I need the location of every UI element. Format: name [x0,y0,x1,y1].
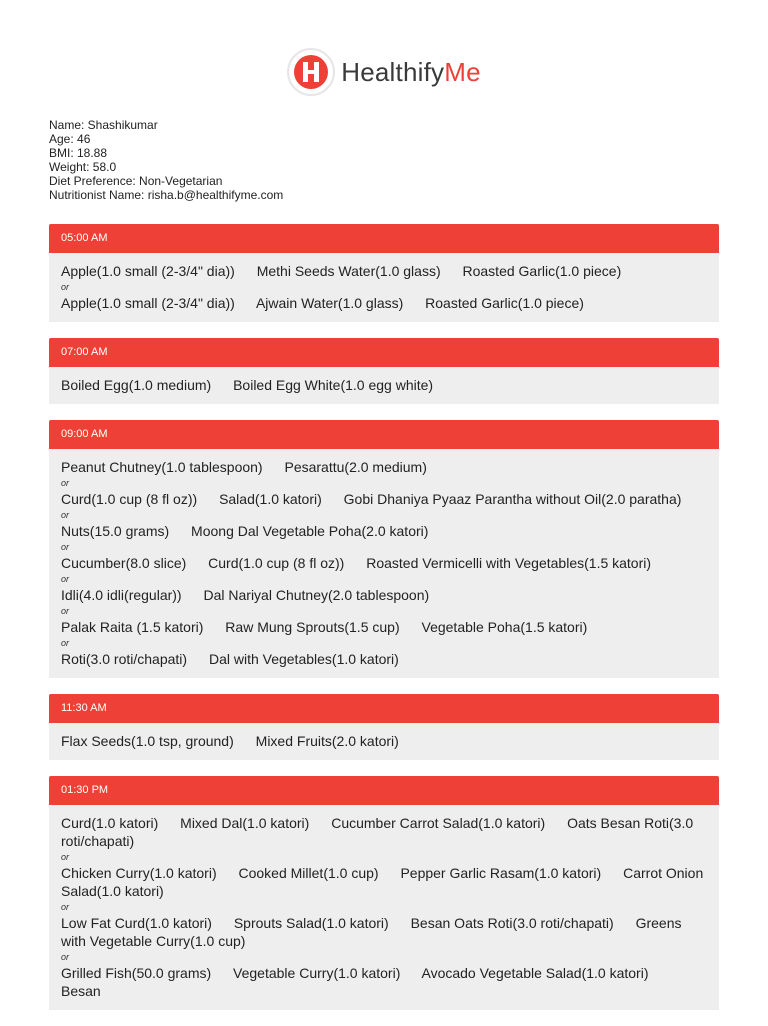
food-item: Vegetable Poha(1.5 katori) [421,619,588,635]
healthifyme-logo-icon [287,48,335,96]
food-item: Roasted Garlic(1.0 piece) [425,295,584,311]
food-item: Ajwain Water(1.0 glass) [255,295,404,311]
food-item: Pepper Garlic Rasam(1.0 katori) [400,865,602,881]
food-item: Idli(4.0 idli(regular)) [61,587,182,603]
food-item: Low Fat Curd(1.0 katori) [61,915,212,931]
food-item: Besan Oats Roti(3.0 roti/chapati) [410,915,614,931]
or-separator: or [61,282,70,292]
food-item: Cucumber Carrot Salad(1.0 katori) [331,815,546,831]
meal-option [61,490,707,508]
meal-option [61,732,707,750]
food-item: Nuts(15.0 grams) [61,523,170,539]
meal-time-header: 07:00 AM [49,338,719,367]
food-item: Boiled Egg(1.0 medium) [61,377,212,393]
food-item: Boiled Egg White(1.0 egg white) [233,377,434,393]
food-item: Roasted Garlic(1.0 piece) [462,263,622,279]
meal-options [49,367,719,404]
food-item: Greens with Vegetable Curry(1.0 cup) [61,915,682,949]
meal-time-header: 11:30 AM [49,694,719,723]
meal-option [61,914,707,950]
meal-option [61,618,707,636]
meal-option [61,814,707,850]
meal-option [61,522,707,540]
or-separator: or [61,542,70,552]
food-item: Vegetable Curry(1.0 katori) [233,965,401,981]
meal-section [49,338,719,404]
food-item: Mixed Fruits(2.0 katori) [255,733,399,749]
meal-option [61,554,707,572]
food-item: Pesarattu(2.0 medium) [284,459,427,475]
food-item: Cooked Millet(1.0 cup) [238,865,379,881]
or-separator: or [61,952,70,962]
meal-time-header: 05:00 AM [49,224,719,253]
or-separator: or [61,902,70,912]
food-item: Curd(1.0 katori) [61,815,159,831]
food-item: Mixed Dal(1.0 katori) [180,815,310,831]
meal-options [49,253,719,322]
food-item: Palak Raita (1.5 katori) [61,619,204,635]
meal-section [49,224,719,322]
profile-info [49,118,283,202]
or-separator: or [61,606,70,616]
food-item: Carrot Onion Salad(1.0 katori) [61,865,704,899]
meal-section [49,694,719,760]
food-item: Besan [61,983,101,999]
profile-bmi: BMI: 18.88 [49,146,108,160]
food-item: Oats Besan Roti(3.0 roti/chapati) [61,815,694,849]
food-item: Chicken Curry(1.0 katori) [61,865,217,881]
meal-time-header: 09:00 AM [49,420,719,449]
brand-header [0,48,768,96]
meal-option [61,376,707,394]
meal-option [61,262,707,280]
profile-diet: Diet Preference: Non-Vegetarian [49,174,223,188]
meal-option [61,964,707,1000]
meal-option [61,864,707,900]
or-separator: or [61,852,70,862]
meal-option [61,294,707,312]
meal-section [49,420,719,678]
meal-options [49,449,719,678]
meal-option [61,458,707,476]
food-item: Curd(1.0 cup (8 fl oz)) [208,555,345,571]
brand-name: HealthifyMe [341,56,481,87]
food-item: Flax Seeds(1.0 tsp, ground) [61,733,234,749]
profile-age: Age: 46 [49,132,91,146]
food-item: Salad(1.0 katori) [219,491,322,507]
food-item: Roasted Vermicelli with Vegetables(1.5 katori) [366,555,652,571]
meal-plan [49,224,719,1026]
food-item: Curd(1.0 cup (8 fl oz)) [61,491,198,507]
profile-nutritionist: Nutritionist Name: risha.b@healthifyme.com [49,188,284,202]
meal-option [61,650,707,668]
food-item: Peanut Chutney(1.0 tablespoon) [61,459,263,475]
food-item: Sprouts Salad(1.0 katori) [233,915,389,931]
food-item: Methi Seeds Water(1.0 glass) [256,263,441,279]
food-item: Gobi Dhaniya Pyaaz Parantha without Oil(2.0 paratha) [343,491,682,507]
or-separator: or [61,510,70,520]
meal-options [49,723,719,760]
food-item: Raw Mung Sprouts(1.5 cup) [225,619,400,635]
meal-section [49,776,719,1010]
food-item: Grilled Fish(50.0 grams) [61,965,212,981]
meal-option [61,586,707,604]
food-item: Avocado Vegetable Salad(1.0 katori) [421,965,649,981]
meal-time-header: 01:30 PM [49,776,719,805]
or-separator: or [61,478,70,488]
food-item: Cucumber(8.0 slice) [61,555,187,571]
food-item: Moong Dal Vegetable Poha(2.0 katori) [191,523,429,539]
profile-name: Name: Shashikumar [49,118,158,132]
or-separator: or [61,574,70,584]
food-item: Dal with Vegetables(1.0 katori) [208,651,399,667]
food-item: Apple(1.0 small (2-3/4" dia)) [61,295,235,311]
food-item: Apple(1.0 small (2-3/4" dia)) [61,263,235,279]
profile-weight: Weight: 58.0 [49,160,117,174]
or-separator: or [61,638,70,648]
food-item: Dal Nariyal Chutney(2.0 tablespoon) [203,587,430,603]
food-item: Roti(3.0 roti/chapati) [61,651,188,667]
meal-options [49,805,719,1010]
